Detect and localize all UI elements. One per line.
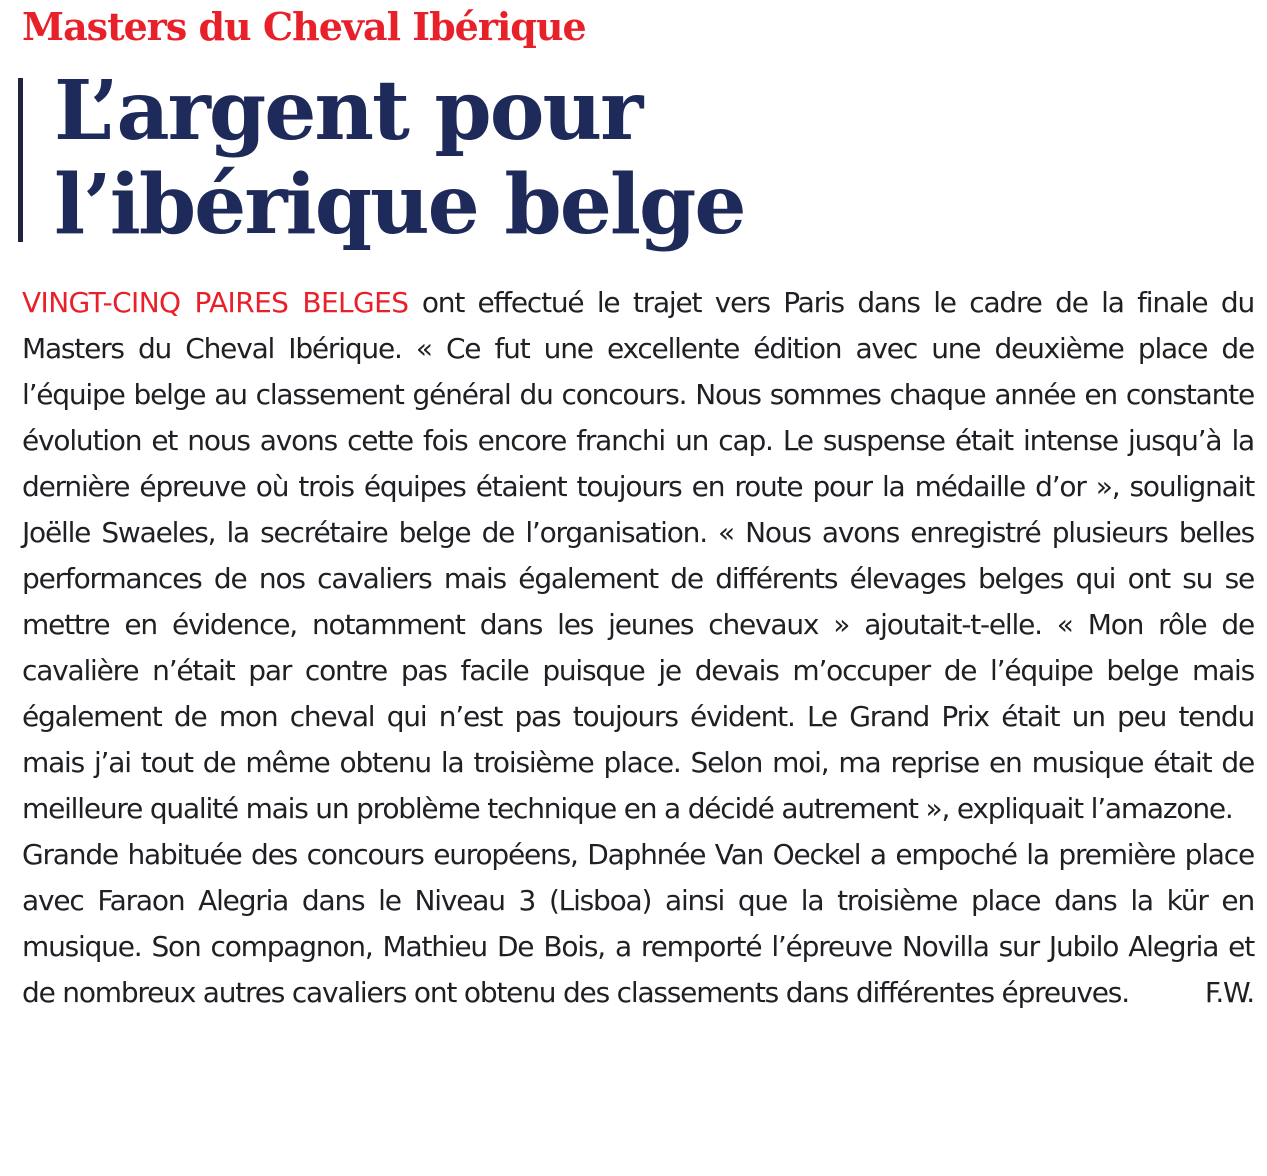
paragraph-2 [22, 832, 1254, 1016]
author-signature: F.W. [1204, 976, 1254, 1009]
lead-in: VINGT-CINQ PAIRES BELGES [22, 286, 409, 319]
headline-rule [18, 78, 23, 242]
paragraph-1-text: ont effectué le trajet vers Paris dans le cadre de la finale du Masters du Cheval Ibérique. « Ce fut une excellente édition avec une deuxième place de l’équipe belge au classement général du concours. Nous sommes chaque année en constante évolution et nous avons cette fois encore franchi un cap. Le suspense était intense jusqu’à la dernière épreuve où trois équipes étaient toujours en route pour la médaille d’or », soulignait Joëlle Swaeles, la secrétaire belge de l’organisation. « Nous avons enregistré plusieurs belles performances de nos cavaliers mais également de différents élevages belges qui ont su se mettre en évidence, notamment dans les jeunes chevaux » ajoutait-t-elle. « Mon rôle de cavalière n’était par contre pas facile puisque je devais m’occuper de l’équipe belge mais également de mon cheval qui n’est pas toujours évident. Le Grand Prix était un peu tendu mais j’ai tout de même obtenu la troisième place. Selon moi, ma reprise en musique était de meilleure qualité mais un problème technique en a décidé autrement », expliquait l’amazone. [22, 286, 1254, 825]
headline-block [18, 63, 918, 253]
paragraph-2-text: Grande habituée des concours européens, Daphnée Van Oeckel a empoché la première place avec Faraon Alegria dans le Niveau 3 (Lisboa) ainsi que la troisième place dans la kür en musique. Son compagnon, Mathieu De Bois, a remporté l’épreuve Novilla sur Jubilo Alegria et de nombreux autres cavaliers ont obtenu des classements dans différentes épreuves. [22, 838, 1254, 1009]
headline-line-2: l’ibérique belge [54, 157, 745, 253]
headline [54, 64, 745, 252]
headline-line-1: L’argent pour [54, 63, 642, 159]
paragraph-1 [22, 280, 1254, 832]
section-kicker: Masters du Cheval Ibérique [22, 4, 586, 49]
article-body [22, 280, 1254, 1016]
